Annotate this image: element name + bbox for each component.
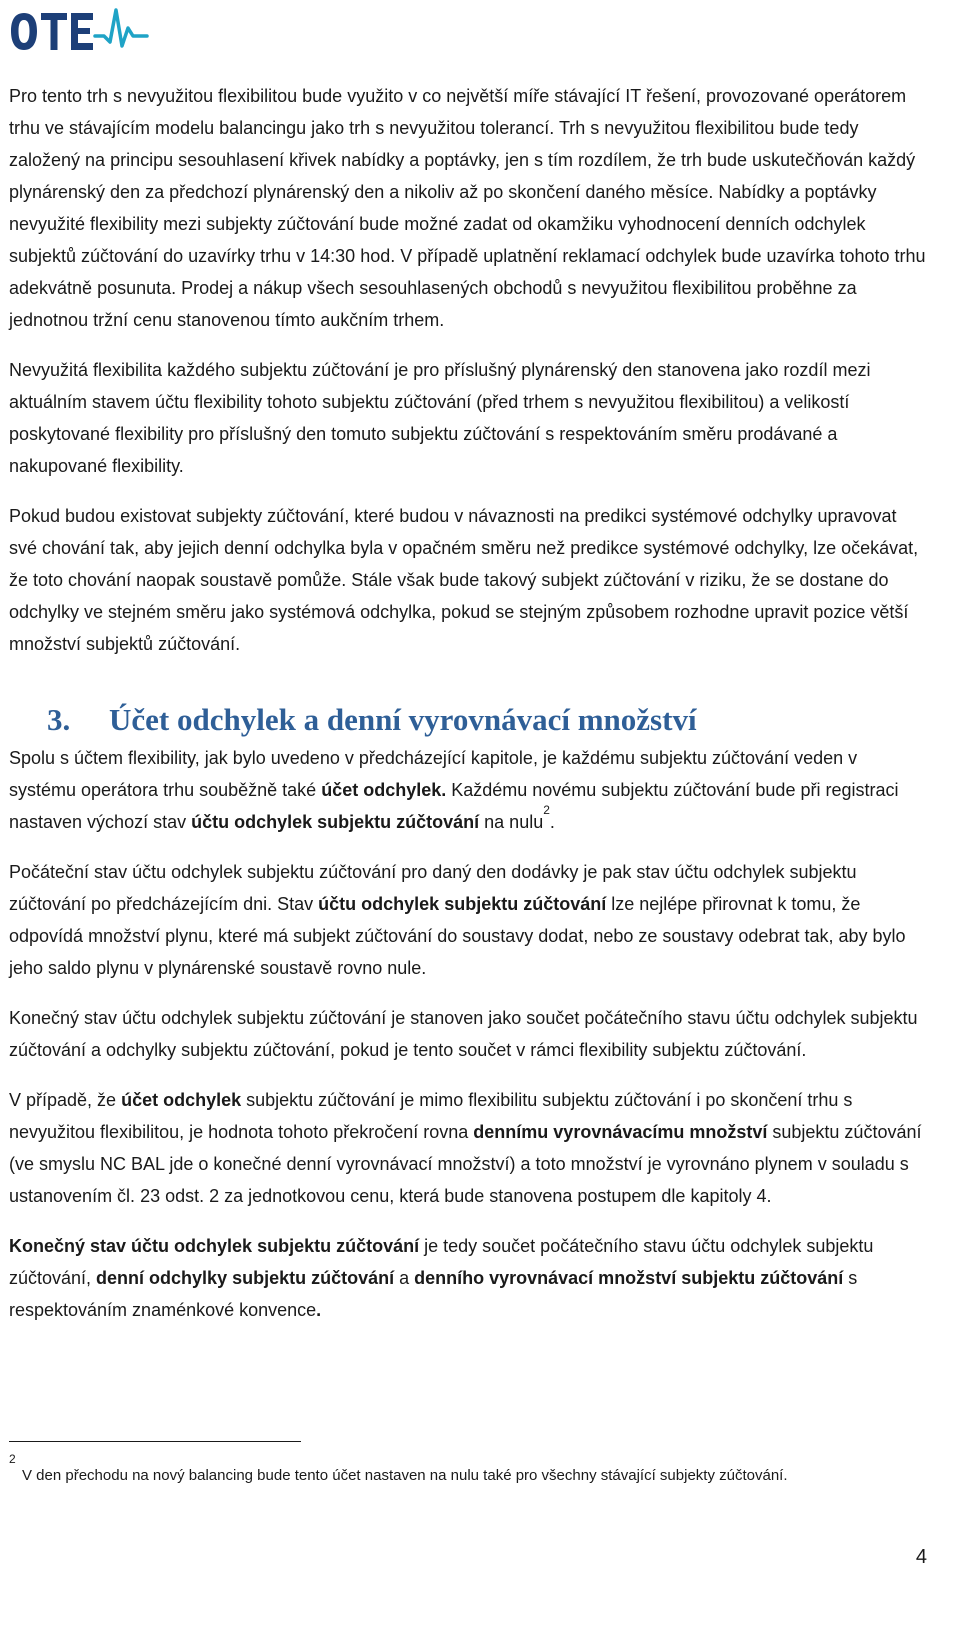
text-span: Každému novému subjektu zúčtování bude při registraci nastaven výchozí stav [9,780,899,832]
text-span: . [549,812,555,832]
footnote-text: V den přechodu na nový balancing bude tento účet nastaven na nulu také pro všechny stávající subjekty zúčtování. [22,1467,788,1484]
bold-term: účtu odchylek subjektu zúčtování [318,894,607,914]
text-span: Spolu s účtem flexibility, jak bylo uvedeno v předcházející kapitole, je každému subjektu zúčtování veden v systému operátora trhu souběžně také [9,748,858,800]
section-number: 3. [47,702,71,737]
document-body [9,80,927,1326]
bold-term: Konečný stav účtu odchylek subjektu zúčtování [9,1236,420,1256]
bold-term: účet odchylek [121,1090,242,1110]
section-heading [9,700,927,740]
bold-term: účtu odchylek subjektu zúčtování [191,812,480,832]
paragraph-pocatecni-stav [9,856,927,984]
bold-term: . [316,1300,322,1320]
footnote-marker: 2 [9,1452,16,1466]
page-number: 4 [915,1546,927,1568]
paragraph-konecny-stav-soucet [9,1230,927,1326]
text-span: s respektováním znaménkové konvence [9,1268,858,1320]
text-span: je tedy součet počátečního stavu účtu odchylek subjektu zúčtování, [9,1236,874,1288]
bold-term: denní odchylky subjektu zúčtování [96,1268,395,1288]
paragraph-predikce-systemove-odchylky: Pokud budou existovat subjekty zúčtování, které budou v návaznosti na predikci systémové odchylky upravovat své chování tak, aby jejich denní odchylka byla v opačném směru než predikce systémové odchylky, lze očekávat, že toto chování naopak soustavě pomůže. Stále však bude takový subjekt zúčtování v riziku, že se dostane do odchylky ve stejném směru jako systémová odchylka, pokud se stejným způsobem rozhodne upravit pozice větší množství subjektů zúčtování. [9,506,919,654]
paragraph-denni-vyrovnavaci-mnozstvi [9,1084,927,1212]
footnote-reference[interactable]: 2 [543,803,550,817]
paragraph-ucet-odchylek [9,742,927,838]
text-span: subjektu zúčtování (ve smyslu NC BAL jde o konečné denní vyrovnávací množství) a toto množství je vyrovnáno plynem v souladu s ustanovením čl. 23 odst. 2 za jednotkovou cenu, která bude stanovena postupem dle kapitoly 4. [9,1122,922,1206]
text-span: a [394,1268,415,1288]
ote-logo [9,6,149,54]
section-title: Účet odchylek a denní vyrovnávací množství [109,702,697,737]
svg-text:OTE: OTE [9,6,12,7]
paragraph-konecny-stav: Konečný stav účtu odchylek subjektu zúčtování je stanoven jako součet počátečního stavu účtu odchylek subjektu zúčtování a odchylky subjektu zúčtování, pokud je tento součet v rámci flexibility subjektu zúčtování. [9,1008,918,1060]
paragraph-nevyuzita-flexibilita-definice: Nevyužitá flexibilita každého subjektu zúčtování je pro příslušný plynárenský den stanovena jako rozdíl mezi aktuálním stavem účtu flexibility tohoto subjektu zúčtování (před trhem s nevyužitou flexibilitou) a velikostí poskytované flexibility pro příslušný den tomuto subjektu zúčtování s respektováním směru prodávané a nakupované flexibility. [9,360,871,476]
bold-term: dennímu vyrovnávacímu množství [473,1122,768,1142]
text-span: lze nejlépe přirovnat k tomu, že odpovídá množství plynu, které má subjekt zúčtování do soustavy dodat, nebo ze soustavy odebrat tak, aby bylo jeho saldo plynu v plynárenské soustavě rovno nule. [9,894,906,978]
text-span: subjektu zúčtování je mimo flexibilitu subjektu zúčtování i po skončení trhu s nevyužitou flexibilitou, je hodnota tohoto překročení rovna [9,1090,853,1142]
text-span: V případě, že [9,1090,122,1110]
text-span: na nulu [479,812,544,832]
text-span: Počáteční stav účtu odchylek subjektu zúčtování pro daný den dodávky je pak stav účtu odchylek subjektu zúčtování po předcházejícím dni. Stav [9,862,857,914]
bold-term: denního vyrovnávací množství subjektu zúčtování [414,1268,844,1288]
paragraph-trh-nevyuzita-flexibilita: Pro tento trh s nevyužitou flexibilitou bude využito v co největší míře stávající IT řešení, provozované operátorem trhu ve stávajícím modelu balancingu jako trh s nevyužitou tolerancí. Trh s nevyužitou flexibilitou bude tedy založený na principu sesouhlasení křivek nabídky a poptávky, jen s tím rozdílem, že trh bude uskutečňován každý plynárenský den za předchozí plynárenský den a nikoliv až po skončení daného měsíce. Nabídky a poptávky nevyužité flexibility mezi subjekty zúčtování bude možné zadat od okamžiku vyhodnocení denních odchylek subjektů zúčtování do uzavírky trhu v 14:30 hod. V případě uplatnění reklamací odchylek bude uzavírka tohoto trhu adekvátně posunuta. Prodej a nákup všech sesouhlasených obchodů s nevyužitou flexibilitou proběhne za jednotnou tržní cenu stanovenou tímto aukčním trhem. [9,86,926,330]
bold-term: účet odchylek. [321,780,447,800]
footnote-separator [9,1441,301,1442]
